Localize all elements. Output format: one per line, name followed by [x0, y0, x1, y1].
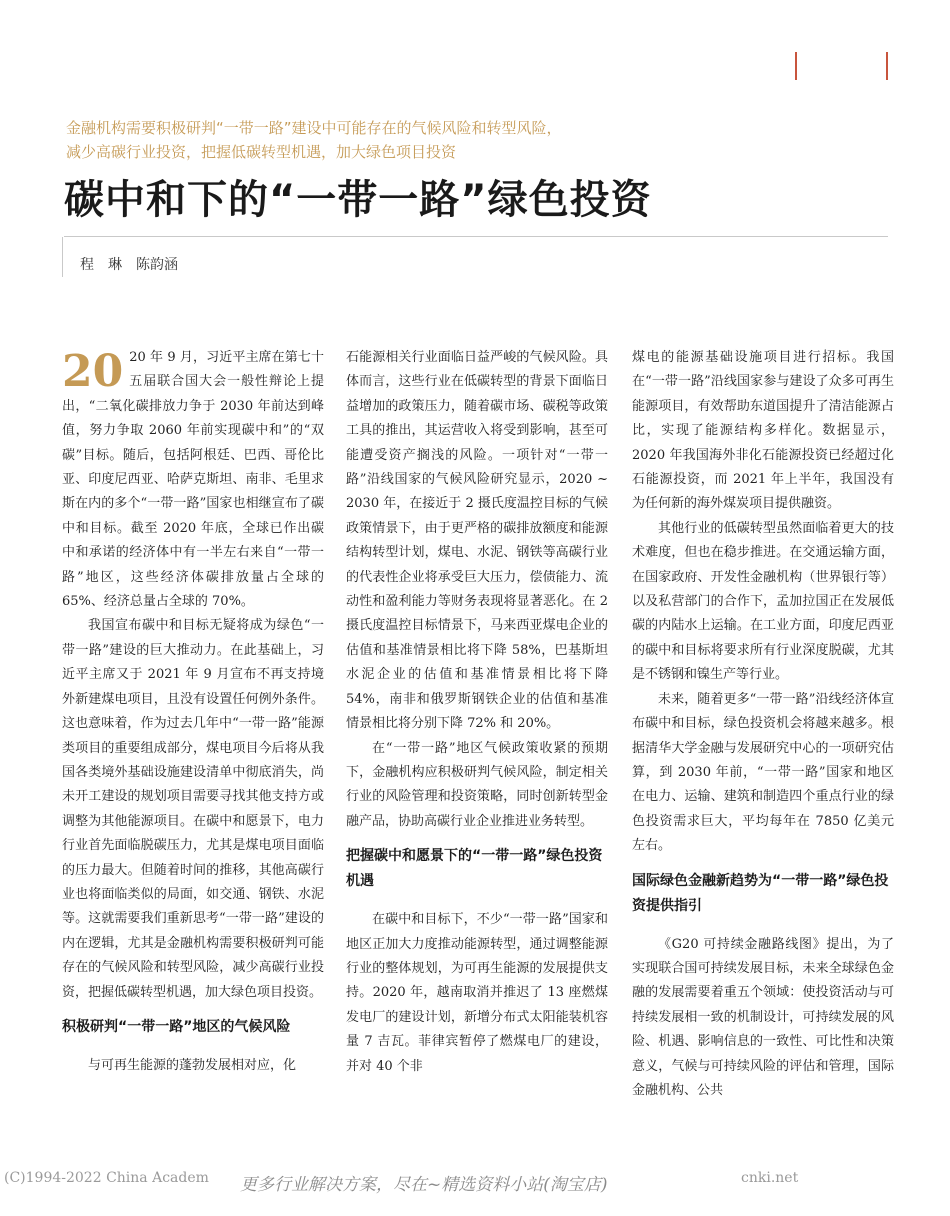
authors: 程 琳 陈韵涵 — [80, 257, 178, 273]
drop-cap: 20 — [62, 346, 124, 397]
section-heading: 国际绿色金融新趋势为“一带一路”绿色投资提供指引 — [632, 872, 889, 914]
paragraph: 在“一带一路”地区气候政策收紧的预期下，金融机构应积极研判气候风险，制定相关行业的风险管理和投资策略，同时创新转型金融产品，协助高碳行业企业推进业务转型。 — [346, 740, 608, 829]
paragraph: 与可再生能源的蓬勃发展相对应，化 — [88, 1057, 297, 1073]
kicker-line: 减少高碳行业投资，把握低碳转型机遇，加大绿色项目投资 — [66, 143, 457, 161]
section-heading: 积极研判“一带一路”地区的气候风险 — [62, 1018, 291, 1035]
paragraph-text: 20 年 9 月，习近平主席在第七十五届联合国大会一般性辩论上提出，“二氧化碳排放力争于 2030 年前达到峰值，努力争取 2060 年前实现碳中和”的“双碳”目标。随后，包括阿根廷、巴西、哥伦比亚、印度尼西亚、哈萨克斯坦、南非、毛里求斯在内的多个“一带一路”国家也相继宣布了碳中和目标。截至 2020 年底，全球已作出碳中和承诺的经济体中有一半左右来自“一带一路”地区，这些经济体碳排放量占全球的 65%、经济总量占全球的 70%。 — [62, 350, 324, 610]
article-kicker — [66, 116, 666, 164]
paragraph — [62, 346, 324, 614]
decorative-bar — [886, 52, 888, 80]
article-column-3 — [632, 346, 894, 1103]
copyright-text: (C)1994-2022 China Academ — [4, 1170, 209, 1186]
paragraph: 我国宣布碳中和目标无疑将成为绿色“一带一路”建设的巨大推动力。在此基础上，习近平主席又于 2021 年 9 月宣布不再支持境外新建煤电项目，且没有设置任何例外条件。这也意味着，作为过去几年中“一带一路”能源类项目的重要组成部分，煤电项目今后将从我国各类境外基础设施建设清单中彻底消失，尚未开工建设的规划项目需要寻找其他支持方或调整为其他能源项目。在碳中和愿景下，电力行业首先面临脱碳压力，尤其是煤电项目面临的压力最大。但随着时间的推移，其他高碳行业也将面临类似的局面，如交通、钢铁、水泥等。这就需要我们重新思考“一带一路”建设的内在逻辑，尤其是金融机构需要积极研判可能存在的气候风险和转型风险，减少高碳行业投资，把握低碳转型机遇，加大绿色项目投资。 — [62, 618, 324, 1000]
paragraph: 未来，随着更多“一带一路”沿线经济体宣布碳中和目标，绿色投资机会将越来越多。根据清华大学金融与发展研究中心的一项研究估算，到 2030 年前，“一带一路”国家和地区在电力、运输、建筑和制造四个重点行业的绿色投资需求巨大，平均每年在 7850 亿美元左右。 — [632, 691, 894, 854]
article-column-1 — [62, 346, 324, 1078]
paragraph: 煤电的能源基础设施项目进行招标。我国在“一带一路”沿线国家参与建设了众多可再生能源项目，有效帮助东道国提升了清洁能源占比，实现了能源结构多样化。数据显示，2020 年我国海外非化石能源投资已经超过化石能源投资，而 2021 年上半年，我国没有为任何新的海外煤炭项目提供融资。 — [632, 350, 894, 512]
article-column-2 — [346, 346, 608, 1079]
article-title: 碳中和下的“一带一路”绿色投资 — [64, 177, 652, 223]
source-text: cnki.net — [741, 1170, 799, 1186]
paragraph: 石能源相关行业面临日益严峻的气候风险。具体而言，这些行业在低碳转型的背景下面临日益增加的政策压力，随着碳市场、碳税等政策工具的推出，其运营收入将受到影响，甚至可能遭受资产搁浅的风险。一项针对“一带一路”沿线国家的气候风险研究显示，2020 ~ 2030 年，在接近于 2 摄氏度温控目标的气候政策情景下，由于更严格的碳排放额度和能源结构转型计划，煤电、水泥、钢铁等高碳行业的代表性企业将承受巨大压力，偿债能力、流动性和盈利能力等财务表现将显著恶化。在 2 摄氏度温控目标情景下，马来西亚煤电企业的估值和基准情景相比将下降 58%，巴基斯坦水泥企业的估值和基准情景相比将下降 54%，南非和俄罗斯钢铁企业的估值和基准情景相比将分别下降 72% 和 20%。 — [346, 350, 608, 732]
kicker-line: 金融机构需要积极研判“一带一路”建设中可能存在的气候风险和转型风险， — [66, 119, 562, 137]
title-divider — [64, 236, 888, 237]
watermark-text: 更多行业解决方案，尽在~精选资料小站(淘宝店) — [236, 1170, 612, 1195]
section-heading: 把握碳中和愿景下的“一带一路”绿色投资机遇 — [346, 848, 603, 890]
page-footer — [0, 1170, 950, 1195]
paragraph: 其他行业的低碳转型虽然面临着更大的技术难度，但也在稳步推进。在交通运输方面，在国家政府、开发性金融机构（世界银行等）以及私营部门的合作下，孟加拉国正在发展低碳的内陆水上运输。在工业方面，印度尼西亚的碳中和目标将要求所有行业深度脱碳，尤其是不锈钢和镍生产等行业。 — [632, 520, 894, 683]
author-divider — [62, 237, 63, 277]
decorative-bar — [795, 52, 797, 80]
paragraph: 《G20 可持续金融路线图》提出，为了实现联合国可持续发展目标，未来全球绿色金融的发展需要着重五个领域：使投资活动与可持续发展相一致的机制设计，可持续发展的风险、机遇、影响信息的一致性、可比性和决策意义，气候与可持续风险的评估和管理，国际金融机构、公共 — [632, 936, 894, 1098]
paragraph: 在碳中和目标下，不少“一带一路”国家和地区正加大力度推动能源转型，通过调整能源行业的整体规划，为可再生能源的发展提供支持。2020 年，越南取消并推迟了 13 座燃煤发电厂的建设计划，新增分布式太阳能装机容量 7 吉瓦。菲律宾暂停了燃煤电厂的建设，并对 40 个非 — [346, 912, 608, 1074]
